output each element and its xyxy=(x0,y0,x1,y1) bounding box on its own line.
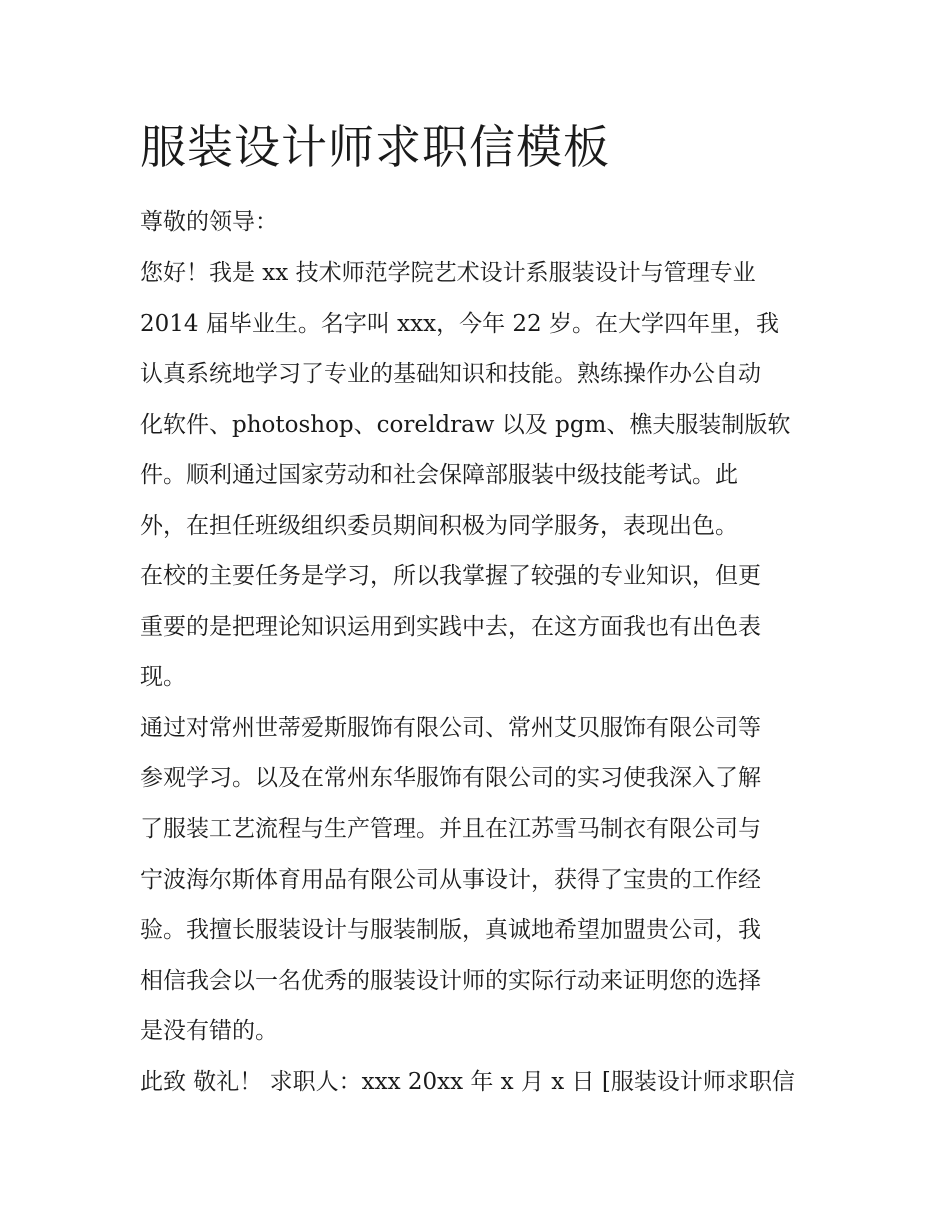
body-line: 是没有错的。 xyxy=(140,1018,278,1044)
body-line: 您好！我是 xx 技术师范学院艺术设计系服装设计与管理专业 xyxy=(140,260,756,286)
body-line: 通过对常州世蒂爱斯服饰有限公司、常州艾贝服饰有限公司等 xyxy=(140,715,761,741)
body-line: 验。我擅长服装设计与服装制版，真诚地希望加盟贵公司，我 xyxy=(140,917,761,943)
body-line: 重要的是把理论知识运用到实践中去，在这方面我也有出色表 xyxy=(140,614,761,640)
document-title: 服装设计师求职信模板 xyxy=(140,120,610,174)
body-line: 认真系统地学习了专业的基础知识和技能。熟练操作办公自动 xyxy=(140,361,761,387)
body-line: 外，在担任班级组织委员期间积极为同学服务，表现出色。 xyxy=(140,513,738,539)
body-line: 了服装工艺流程与生产管理。并且在江苏雪马制衣有限公司与 xyxy=(140,816,761,842)
salutation-line: 尊敬的领导： xyxy=(140,209,278,235)
body-line: 参观学习。以及在常州东华服饰有限公司的实习使我深入了解 xyxy=(140,765,761,791)
closing-line: 此致 敬礼！ 求职人：xxx 20xx 年 x 月 x 日 [服装设计师求职信 xyxy=(140,1069,795,1095)
body-line: 在校的主要任务是学习，所以我掌握了较强的专业知识，但更 xyxy=(140,563,761,589)
body-line: 相信我会以一名优秀的服装设计师的实际行动来证明您的选择 xyxy=(140,968,761,994)
body-line: 化软件、photoshop、coreldraw 以及 pgm、樵夫服装制版软 xyxy=(140,412,791,438)
body-line: 现。 xyxy=(140,664,186,690)
body-line: 2014 届毕业生。名字叫 xxx，今年 22 岁。在大学四年里，我 xyxy=(140,311,779,337)
body-line: 宁波海尔斯体育用品有限公司从事设计，获得了宝贵的工作经 xyxy=(140,867,761,893)
body-line: 件。顺利通过国家劳动和社会保障部服装中级技能考试。此 xyxy=(140,462,738,488)
